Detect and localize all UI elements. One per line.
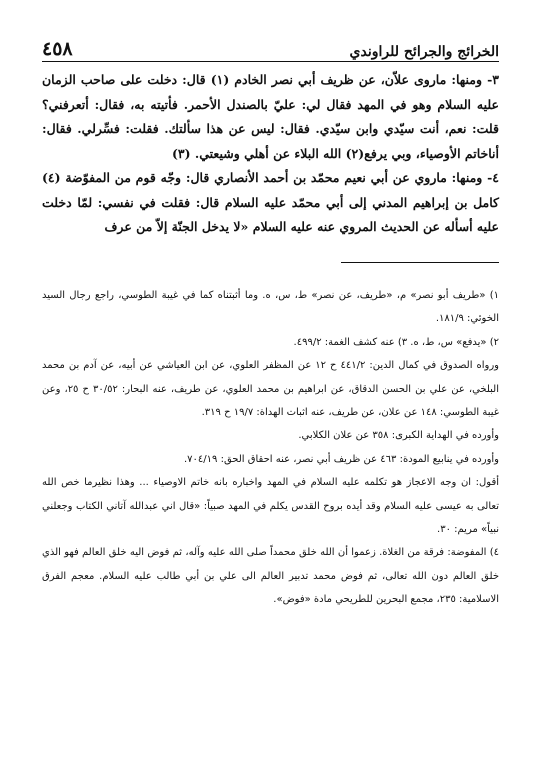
footnotes (42, 284, 499, 724)
paragraph-4: ٤- ومنها: ماروي عن أبي نعيم محمّد بن أحمد الأنصاري قال: وجّه قوم من المفوّضة (٤) كامل بن إبراهيم المدني إلى أبي محمّد عليه السلام قال: فقلت في نفسي: لمّا دخلت عليه أسأله عن الحديث المروي عنه عليه السلام «لا يدخل الجنّة إلاّ من عرف (42, 170, 499, 234)
main-text (42, 68, 499, 268)
footnote-3-sources: ورواه الصدوق في كمال الدين: ٤٤١/٢ ح ١٢ عن المظفر العلوي، عن ابن العياشي عن أبيه، عن آدم بن محمد البلخي، عن علي بن الحسن الدقاق، عن ابراهيم بن محمد العلوي، عن طريف، عنه البحار: ٣٠/٥٢ ح ٢٥، وعن غيبة الطوسي: ١٤٨ عن علان، عن طريف، عنه اثبات الهداة: ١٩/٧ ح ٣١٩. (42, 360, 500, 419)
footnote-aqul: أقول: ان وجه الاعجاز هو تكلمه عليه السلام في المهد واخباره بانه خاتم الاوصياء ... وهذا نظيرما خص الله تعالى به عيسى عليه السلام وقد أيده بروح القدس يكلم في المهد صبياً: «قال اني عبدالله آتاني الكتاب وجعلني نبياً» مريم: ٣٠. (42, 477, 499, 536)
footnote-2-3: ٢) «يدفع» س، ط، ه. ٣) عنه كشف الغمة: ٤٩٩/٢. (293, 336, 499, 348)
footnote-4: ٤) المفوضة: فرقة من الغلاة. زعموا أن الله خلق محمداً صلى الله عليه وآله، ثم فوض اليه خلق العالم فهو الذي خلق العالم دون الله تعالى، ثم فوض محمد تدبير العالم الى علي بن أبي طالب عليه السلام. معجم الفرق الاسلامية: ٢٣٥، مجمع البحرين للطريحي مادة «فوض». (42, 547, 499, 606)
footnote-3-yanabi: وأورده في ينابيع المودة: ٤٦٣ عن ظريف أبي نصر، عنه احقاق الحق: ٧٠٤/١٩. (183, 453, 499, 465)
footnote-1: ١) «طريف أبو نصر» م، «طريف، عن نصر» ط، س، ه. وما أثبتناه كما في غيبة الطوسي، راجع رجال السيد الخوئي: ١٨١/٩. (42, 290, 499, 325)
footnote-3-hidaya: وأورده في الهداية الكبرى: ٣٥٨ عن علان الكلابي. (298, 430, 499, 442)
footnote-separator (341, 262, 499, 263)
running-title: الخرائج والجرائح للراوندي (349, 44, 499, 60)
header-rule (42, 61, 499, 62)
page-number: ٤٥٨ (42, 38, 73, 60)
paragraph-3: ٣- ومنها: ماروى علاّن، عن ظريف أبي نصر الخادم (١) قال: دخلت على صاحب الزمان عليه السلام وهو في المهد فقال لي: عليّ بالصندل الأحمر. فأتيته به، فقال: أتعرفني؟ قلت: نعم، أنت سيّدي وابن سيّدي. فقال: ليس عن هذا سألتك. فقلت: فسِّرلي. فقال: أناخاتم الأوصياء، وبي يرفع(٢) الله البلاء عن أهلي وشيعتي. (٣) (42, 72, 499, 161)
page-header (42, 34, 499, 60)
